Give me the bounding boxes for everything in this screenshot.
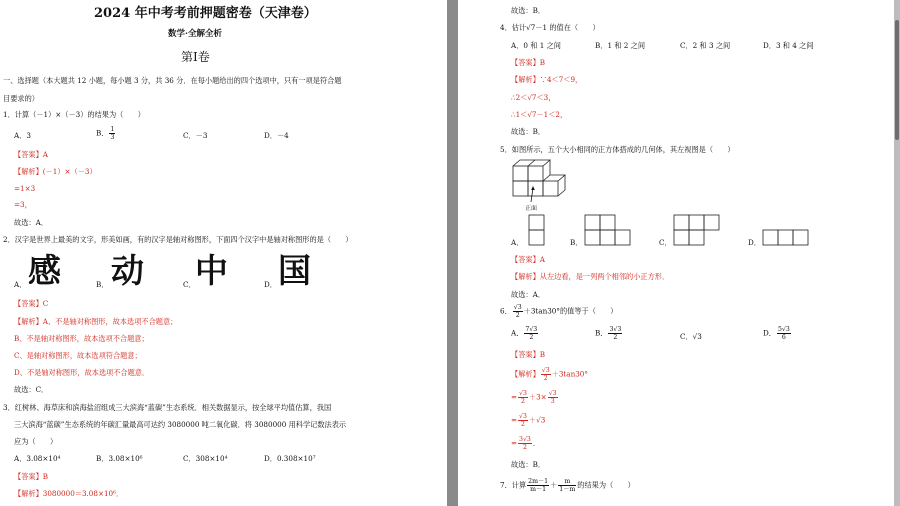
q2-option-a: A． xyxy=(14,280,27,289)
document-title: 2024 年中考考前押题密卷（天津卷） xyxy=(94,6,317,21)
q1-explanation: 【解析】(－1）×（－3） xyxy=(14,167,97,176)
q3-option-c: C．308×10⁴ xyxy=(183,454,228,463)
document-subtitle: 数学·全解全析 xyxy=(168,29,222,39)
q5-option-a: A． xyxy=(511,238,524,247)
q2-char-b: 动 xyxy=(111,251,144,290)
left-page xyxy=(0,0,447,506)
right-page xyxy=(458,0,900,506)
scrollbar-thumb[interactable] xyxy=(895,20,899,140)
page-gap xyxy=(447,0,458,506)
q5-answer: 【答案】A xyxy=(511,255,545,264)
q7-stem: 7．计算 $\frac{2m-1}{m-1}$ ＋ $\frac{m}{1-m}$ 的结果为（ ） xyxy=(500,478,635,493)
q4-stem: 4．估计√7－1 的值在（ ） xyxy=(500,23,600,32)
q1-stem: 1．计算（－1）×（－3）的结果为（ ） xyxy=(3,110,145,119)
q3-stem: 3．红树林、海草床和滨海盐沼组成三大滨海“蓝碳”生态系统．相关数据显示，按全球平均值估算，我国 xyxy=(3,403,332,412)
q2-char-a: 感 xyxy=(28,251,61,290)
q2-stem: 2．汉字是世界上最美的文字，形美如画，有的汉字是轴对称图形，下面四个汉字中是轴对称图形的是（ ） xyxy=(3,235,353,244)
q1-step: =1×3 xyxy=(14,184,36,193)
q1-option-b: B． $\frac{1}{3}$ xyxy=(96,126,115,141)
q3-stem-cont: 三大滨海“蓝碳”生态系统的年碳汇量最高可达约 3080000 吨二氧化碳．将 3080000 用科学记数法表示 xyxy=(14,420,347,429)
q1-option-a: A．3 xyxy=(14,131,31,140)
q5-option-d-figure xyxy=(762,229,812,247)
q1-final: 故选：A． xyxy=(14,218,48,227)
q4-step: ∴1＜√7－1＜2， xyxy=(511,110,568,119)
q1-step: =3， xyxy=(14,200,32,209)
q5-option-c-figure xyxy=(673,214,723,248)
q5-option-a-figure xyxy=(528,214,548,248)
q2-answer: 【答案】C xyxy=(14,299,49,308)
q2-option-c: C． xyxy=(183,280,196,289)
section-intro: 一、选择题（本大题共 12 小题，每小题 3 分，共 36 分．在每小题给出的四个选项中，只有一项是符合题 xyxy=(3,76,342,85)
q1-option-c: C．－3 xyxy=(183,131,208,140)
q5-stem: 5．如图所示，五个大小相同的正方体搭成的几何体，其左视图是（ ） xyxy=(500,145,735,154)
q5-explanation: 【解析】从左边看，是一列两个相邻的小正方形． xyxy=(511,272,670,281)
q3-stem-cont: 应为（ ） xyxy=(14,437,58,446)
prev-final: 故选：B． xyxy=(511,6,546,15)
q4-option-c: C．2 和 3 之间 xyxy=(680,41,731,50)
q4-answer: 【答案】B xyxy=(511,58,546,67)
q5-final: 故选：A． xyxy=(511,290,545,299)
q1-option-d: D．－4 xyxy=(264,131,289,140)
vertical-scrollbar[interactable] xyxy=(894,0,900,506)
q6-option-d: D． $\frac{5√3}{6}$ xyxy=(763,326,790,341)
q5-option-d: D． xyxy=(748,238,761,247)
q3-option-b: B．3.08×10⁶ xyxy=(96,454,143,463)
q6-option-c: C．√3 xyxy=(680,332,702,341)
q4-option-b: B．1 和 2 之间 xyxy=(595,41,646,50)
q3-explanation: 【解析】3080000＝3.08×10⁶． xyxy=(14,489,124,498)
q2-explanation: 【解析】A、不是轴对称图形，故本选项不合题意； xyxy=(14,317,178,326)
q1-answer: 【答案】A xyxy=(14,150,48,159)
q6-option-b: B． $\frac{3√3}{2}$ xyxy=(595,326,622,341)
q6-explanation: 【解析】 $\frac{√3}{2}$ ＋3tan30° xyxy=(511,367,588,382)
q5-option-c: C． xyxy=(659,238,672,247)
q6-answer: 【答案】B xyxy=(511,350,546,359)
q6-step: = $\frac{3√3}{2}$ ． xyxy=(511,436,541,451)
q3-option-d: D．0.308×10⁷ xyxy=(264,454,316,463)
q6-stem: 6． $\frac{√3}{2}$ ＋3tan30°的值等于（ ） xyxy=(500,304,618,319)
q5-solid-figure xyxy=(511,158,581,204)
q5-front-label: 正面 xyxy=(525,205,538,212)
q6-step: = $\frac{√3}{2}$ ＋3× $\frac{√3}{3}$ xyxy=(511,390,557,405)
q4-step: ∴2＜√7＜3， xyxy=(511,93,556,102)
section-intro-cont: 目要求的） xyxy=(3,94,39,103)
q4-final: 故选：B． xyxy=(511,127,546,136)
q4-explanation: 【解析】∵4＜7＜9， xyxy=(511,75,583,84)
q6-final: 故选：B． xyxy=(511,460,546,469)
q6-option-a: A． $\frac{7√3}{2}$ xyxy=(511,326,538,341)
q2-char-d: 国 xyxy=(278,251,311,290)
q6-step: = $\frac{√3}{2}$ ＋√3 xyxy=(511,413,546,428)
q5-option-b: B． xyxy=(570,238,583,247)
q3-option-a: A．3.08×10⁴ xyxy=(14,454,61,463)
q2-step: D、不是轴对称图形，故本选项不合题意． xyxy=(14,368,150,377)
q2-final: 故选：C． xyxy=(14,385,49,394)
volume-heading: 第Ⅰ卷 xyxy=(181,50,210,64)
q2-step: C、是轴对称图形，故本选项符合题意； xyxy=(14,351,142,360)
q5-option-b-figure xyxy=(584,214,634,248)
q4-option-a: A．0 和 1 之间 xyxy=(511,41,561,50)
q2-option-b: B． xyxy=(96,280,109,289)
q2-step: B、不是轴对称图形，故本选项不合题意； xyxy=(14,334,149,343)
q2-char-c: 中 xyxy=(195,251,228,290)
q4-option-d: D．3 和 4 之间 xyxy=(763,41,814,50)
q3-answer: 【答案】B xyxy=(14,472,49,481)
q2-option-d: D． xyxy=(264,280,277,289)
